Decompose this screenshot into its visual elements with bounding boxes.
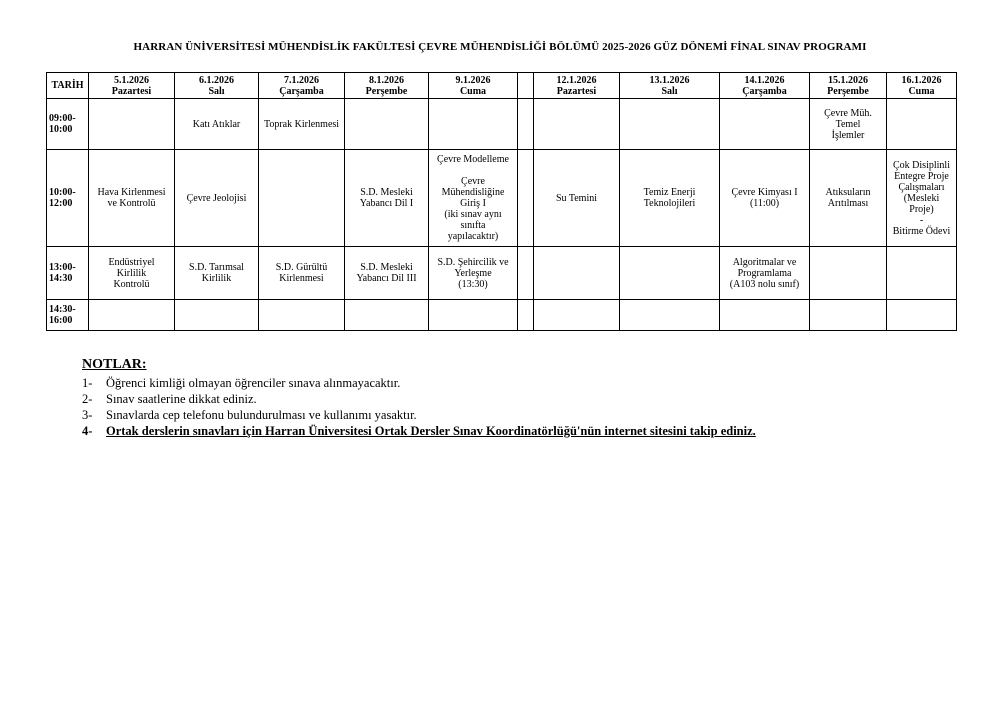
time-text: 14:30- bbox=[49, 304, 76, 315]
exam-text: Bitirme Ödevi bbox=[892, 225, 951, 237]
exam-text: Çevre Kimyası I bbox=[731, 187, 798, 198]
separator-cell bbox=[518, 99, 534, 150]
exam-text: S.D. Şehircilik ve bbox=[437, 256, 509, 268]
time-text: 12:00 bbox=[49, 198, 73, 209]
exam-cell bbox=[89, 247, 175, 300]
exam-text: Kontrolü bbox=[113, 278, 150, 290]
exam-text: Çevre Jeolojisi bbox=[186, 192, 247, 204]
exam-text: Yerleşme bbox=[454, 267, 492, 279]
exam-text: ve Kontrolü bbox=[107, 198, 156, 209]
exam-cell bbox=[429, 99, 518, 150]
note-text: Öğrenci kimliği olmayan öğrenciler sınava alınmayacaktır. bbox=[106, 376, 401, 390]
exam-cell bbox=[810, 300, 887, 331]
time-text: 14:30 bbox=[49, 273, 73, 284]
note-item bbox=[82, 407, 756, 423]
note-number: 4- bbox=[82, 424, 93, 438]
exam-cell bbox=[175, 247, 259, 300]
exam-cell bbox=[175, 99, 259, 150]
exam-cell bbox=[887, 247, 957, 300]
day-header bbox=[720, 73, 810, 99]
day-date: 9.1.2026 bbox=[455, 74, 491, 86]
time-slot-row bbox=[47, 300, 957, 331]
exam-text: Katı Atıklar bbox=[192, 118, 241, 130]
exam-text: - bbox=[919, 214, 924, 226]
exam-text: S.D. Tarımsal bbox=[189, 262, 244, 273]
exam-cell bbox=[887, 99, 957, 150]
exam-text: S.D. Mesleki bbox=[360, 262, 413, 273]
day-header bbox=[534, 73, 620, 99]
notes-title: NOTLAR: bbox=[82, 357, 147, 372]
day-header bbox=[175, 73, 259, 99]
note-text: Sınav saatlerine dikkat ediniz. bbox=[106, 392, 257, 406]
exam-text: Çok Disiplinli bbox=[893, 159, 950, 171]
exam-cell bbox=[345, 247, 429, 300]
exam-text bbox=[431, 165, 515, 176]
exam-text: Endüstriyel bbox=[108, 256, 155, 268]
note-item bbox=[82, 391, 756, 407]
exam-text: Atıksuların bbox=[825, 187, 871, 198]
day-name: Cuma bbox=[908, 85, 935, 97]
day-header bbox=[259, 73, 345, 99]
exam-text: Arıtılması bbox=[827, 198, 869, 209]
exam-cell bbox=[345, 300, 429, 331]
time-slot-row bbox=[47, 150, 957, 247]
exam-cell bbox=[620, 150, 720, 247]
exam-cell bbox=[259, 99, 345, 150]
exam-cell bbox=[429, 150, 518, 247]
time-text: 09:00- bbox=[49, 113, 76, 124]
exam-text: yapılacaktır) bbox=[447, 231, 499, 242]
exam-cell bbox=[720, 247, 810, 300]
header-row bbox=[47, 73, 957, 99]
exam-text: Çevre Modelleme bbox=[437, 154, 509, 165]
exam-cell bbox=[89, 150, 175, 247]
exam-cell bbox=[259, 300, 345, 331]
exam-cell bbox=[887, 150, 957, 247]
exam-text: Çalışmaları (Mesleki bbox=[898, 181, 945, 204]
exam-text: Temel bbox=[835, 118, 861, 130]
note-item bbox=[82, 423, 756, 439]
exam-text: Su Temini bbox=[555, 192, 598, 204]
exam-text: (A103 nolu sınıf) bbox=[729, 278, 800, 290]
exam-cell bbox=[89, 99, 175, 150]
exam-text: Yabancı Dil III bbox=[356, 273, 417, 284]
note-number: 2- bbox=[82, 392, 93, 406]
exam-text: Programlama bbox=[737, 267, 792, 279]
exam-text: Hava Kirlenmesi bbox=[97, 187, 166, 198]
note-text: Ortak derslerin sınavları için Harran Üniversitesi Ortak Dersler Sınav Koordinatörlüğü'nün internet sitesini takip ediniz. bbox=[106, 424, 756, 438]
exam-text: (11:00) bbox=[749, 198, 780, 209]
exam-text: Kirlilik bbox=[201, 273, 232, 284]
exam-cell bbox=[810, 247, 887, 300]
day-name: Pazartesi bbox=[111, 85, 152, 97]
day-name: Çarşamba bbox=[279, 85, 324, 97]
note-text: Sınavlarda cep telefonu bulundurulması ve kullanımı yasaktır. bbox=[106, 408, 417, 422]
exam-cell bbox=[887, 300, 957, 331]
note-number: 3- bbox=[82, 408, 93, 422]
day-header bbox=[620, 73, 720, 99]
notes-list bbox=[82, 375, 756, 439]
exam-text: Proje) bbox=[909, 203, 934, 215]
exam-text: İşlemler bbox=[831, 129, 865, 141]
time-text: 16:00 bbox=[49, 315, 73, 326]
exam-cell bbox=[620, 300, 720, 331]
time-slot-row bbox=[47, 247, 957, 300]
day-name: Pazartesi bbox=[556, 85, 597, 97]
day-date: 8.1.2026 bbox=[369, 74, 404, 86]
exam-cell bbox=[175, 150, 259, 247]
exam-text: S.D. Mesleki bbox=[360, 187, 413, 198]
exam-text: Entegre Proje bbox=[894, 170, 949, 182]
time-slot-label bbox=[47, 99, 89, 150]
day-name: Çarşamba bbox=[742, 85, 787, 97]
time-slot-label bbox=[47, 150, 89, 247]
page-title: HARRAN ÜNİVERSİTESİ MÜHENDİSLİK FAKÜLTESİ ÇEVRE MÜHENDİSLİĞİ BÖLÜMÜ 2025-2026 GÜZ DÖNEMİ FİNAL SINAV PROGRAMI bbox=[133, 41, 867, 53]
day-name: Perşembe bbox=[827, 85, 869, 97]
time-text: 13:00- bbox=[49, 262, 76, 273]
exam-text: Temiz Enerji bbox=[643, 187, 696, 198]
exam-schedule-table bbox=[46, 72, 957, 331]
day-date: 5.1.2026 bbox=[114, 74, 149, 86]
exam-cell bbox=[810, 150, 887, 247]
exam-cell bbox=[259, 150, 345, 247]
day-header bbox=[89, 73, 175, 99]
exam-text: Çevre Müh. bbox=[824, 107, 872, 119]
exam-text: Toprak Kirlenmesi bbox=[263, 118, 340, 130]
day-name: Cuma bbox=[459, 85, 487, 97]
notes-section bbox=[82, 357, 756, 439]
separator-cell bbox=[518, 73, 534, 99]
day-date: 16.1.2026 bbox=[901, 74, 942, 86]
exam-cell bbox=[429, 247, 518, 300]
day-date: 12.1.2026 bbox=[556, 74, 597, 86]
exam-cell bbox=[345, 150, 429, 247]
exam-cell bbox=[720, 300, 810, 331]
exam-cell bbox=[534, 300, 620, 331]
day-header bbox=[345, 73, 429, 99]
time-slot-row bbox=[47, 99, 957, 150]
day-date: 15.1.2026 bbox=[828, 74, 868, 86]
exam-text: Çevre bbox=[461, 176, 485, 187]
day-header bbox=[429, 73, 518, 99]
exam-cell bbox=[720, 150, 810, 247]
exam-cell bbox=[810, 99, 887, 150]
day-date: 14.1.2026 bbox=[744, 74, 785, 86]
exam-cell bbox=[534, 99, 620, 150]
exam-cell bbox=[534, 150, 620, 247]
exam-text: Kirlilik bbox=[116, 267, 147, 279]
day-name: Salı bbox=[661, 85, 678, 97]
day-date: 13.1.2026 bbox=[649, 74, 690, 86]
day-name: Salı bbox=[208, 85, 225, 97]
exam-text: (13:30) bbox=[458, 278, 488, 290]
exam-text: Kirlenmesi bbox=[279, 273, 324, 284]
day-name: Perşembe bbox=[365, 85, 408, 97]
separator-cell bbox=[518, 300, 534, 331]
exam-cell bbox=[720, 99, 810, 150]
exam-cell bbox=[534, 247, 620, 300]
exam-cell bbox=[175, 300, 259, 331]
time-text: 10:00 bbox=[49, 124, 73, 135]
time-text: 10:00- bbox=[49, 187, 76, 198]
day-date: 7.1.2026 bbox=[284, 74, 319, 86]
exam-text: Mühendisliğine bbox=[441, 187, 505, 198]
exam-text: Teknolojileri bbox=[643, 198, 696, 209]
day-header bbox=[810, 73, 887, 99]
exam-cell bbox=[620, 247, 720, 300]
separator-cell bbox=[518, 150, 534, 247]
separator-cell bbox=[518, 247, 534, 300]
time-slot-label bbox=[47, 247, 89, 300]
time-slot-label bbox=[47, 300, 89, 331]
exam-text: Yabancı Dil I bbox=[359, 198, 414, 209]
exam-cell bbox=[620, 99, 720, 150]
exam-text: S.D. Gürültü bbox=[275, 262, 328, 273]
exam-cell bbox=[259, 247, 345, 300]
exam-cell bbox=[345, 99, 429, 150]
note-item bbox=[82, 375, 756, 391]
day-date: 6.1.2026 bbox=[199, 74, 234, 86]
tarih-header: TARİH bbox=[47, 73, 89, 99]
exam-text: Algoritmalar ve bbox=[732, 256, 797, 268]
exam-text: Giriş I bbox=[460, 198, 486, 209]
exam-cell bbox=[89, 300, 175, 331]
note-number: 1- bbox=[82, 376, 93, 390]
exam-cell bbox=[429, 300, 518, 331]
exam-text: (iki sınav aynı sınıfta bbox=[444, 209, 502, 231]
day-header bbox=[887, 73, 957, 99]
